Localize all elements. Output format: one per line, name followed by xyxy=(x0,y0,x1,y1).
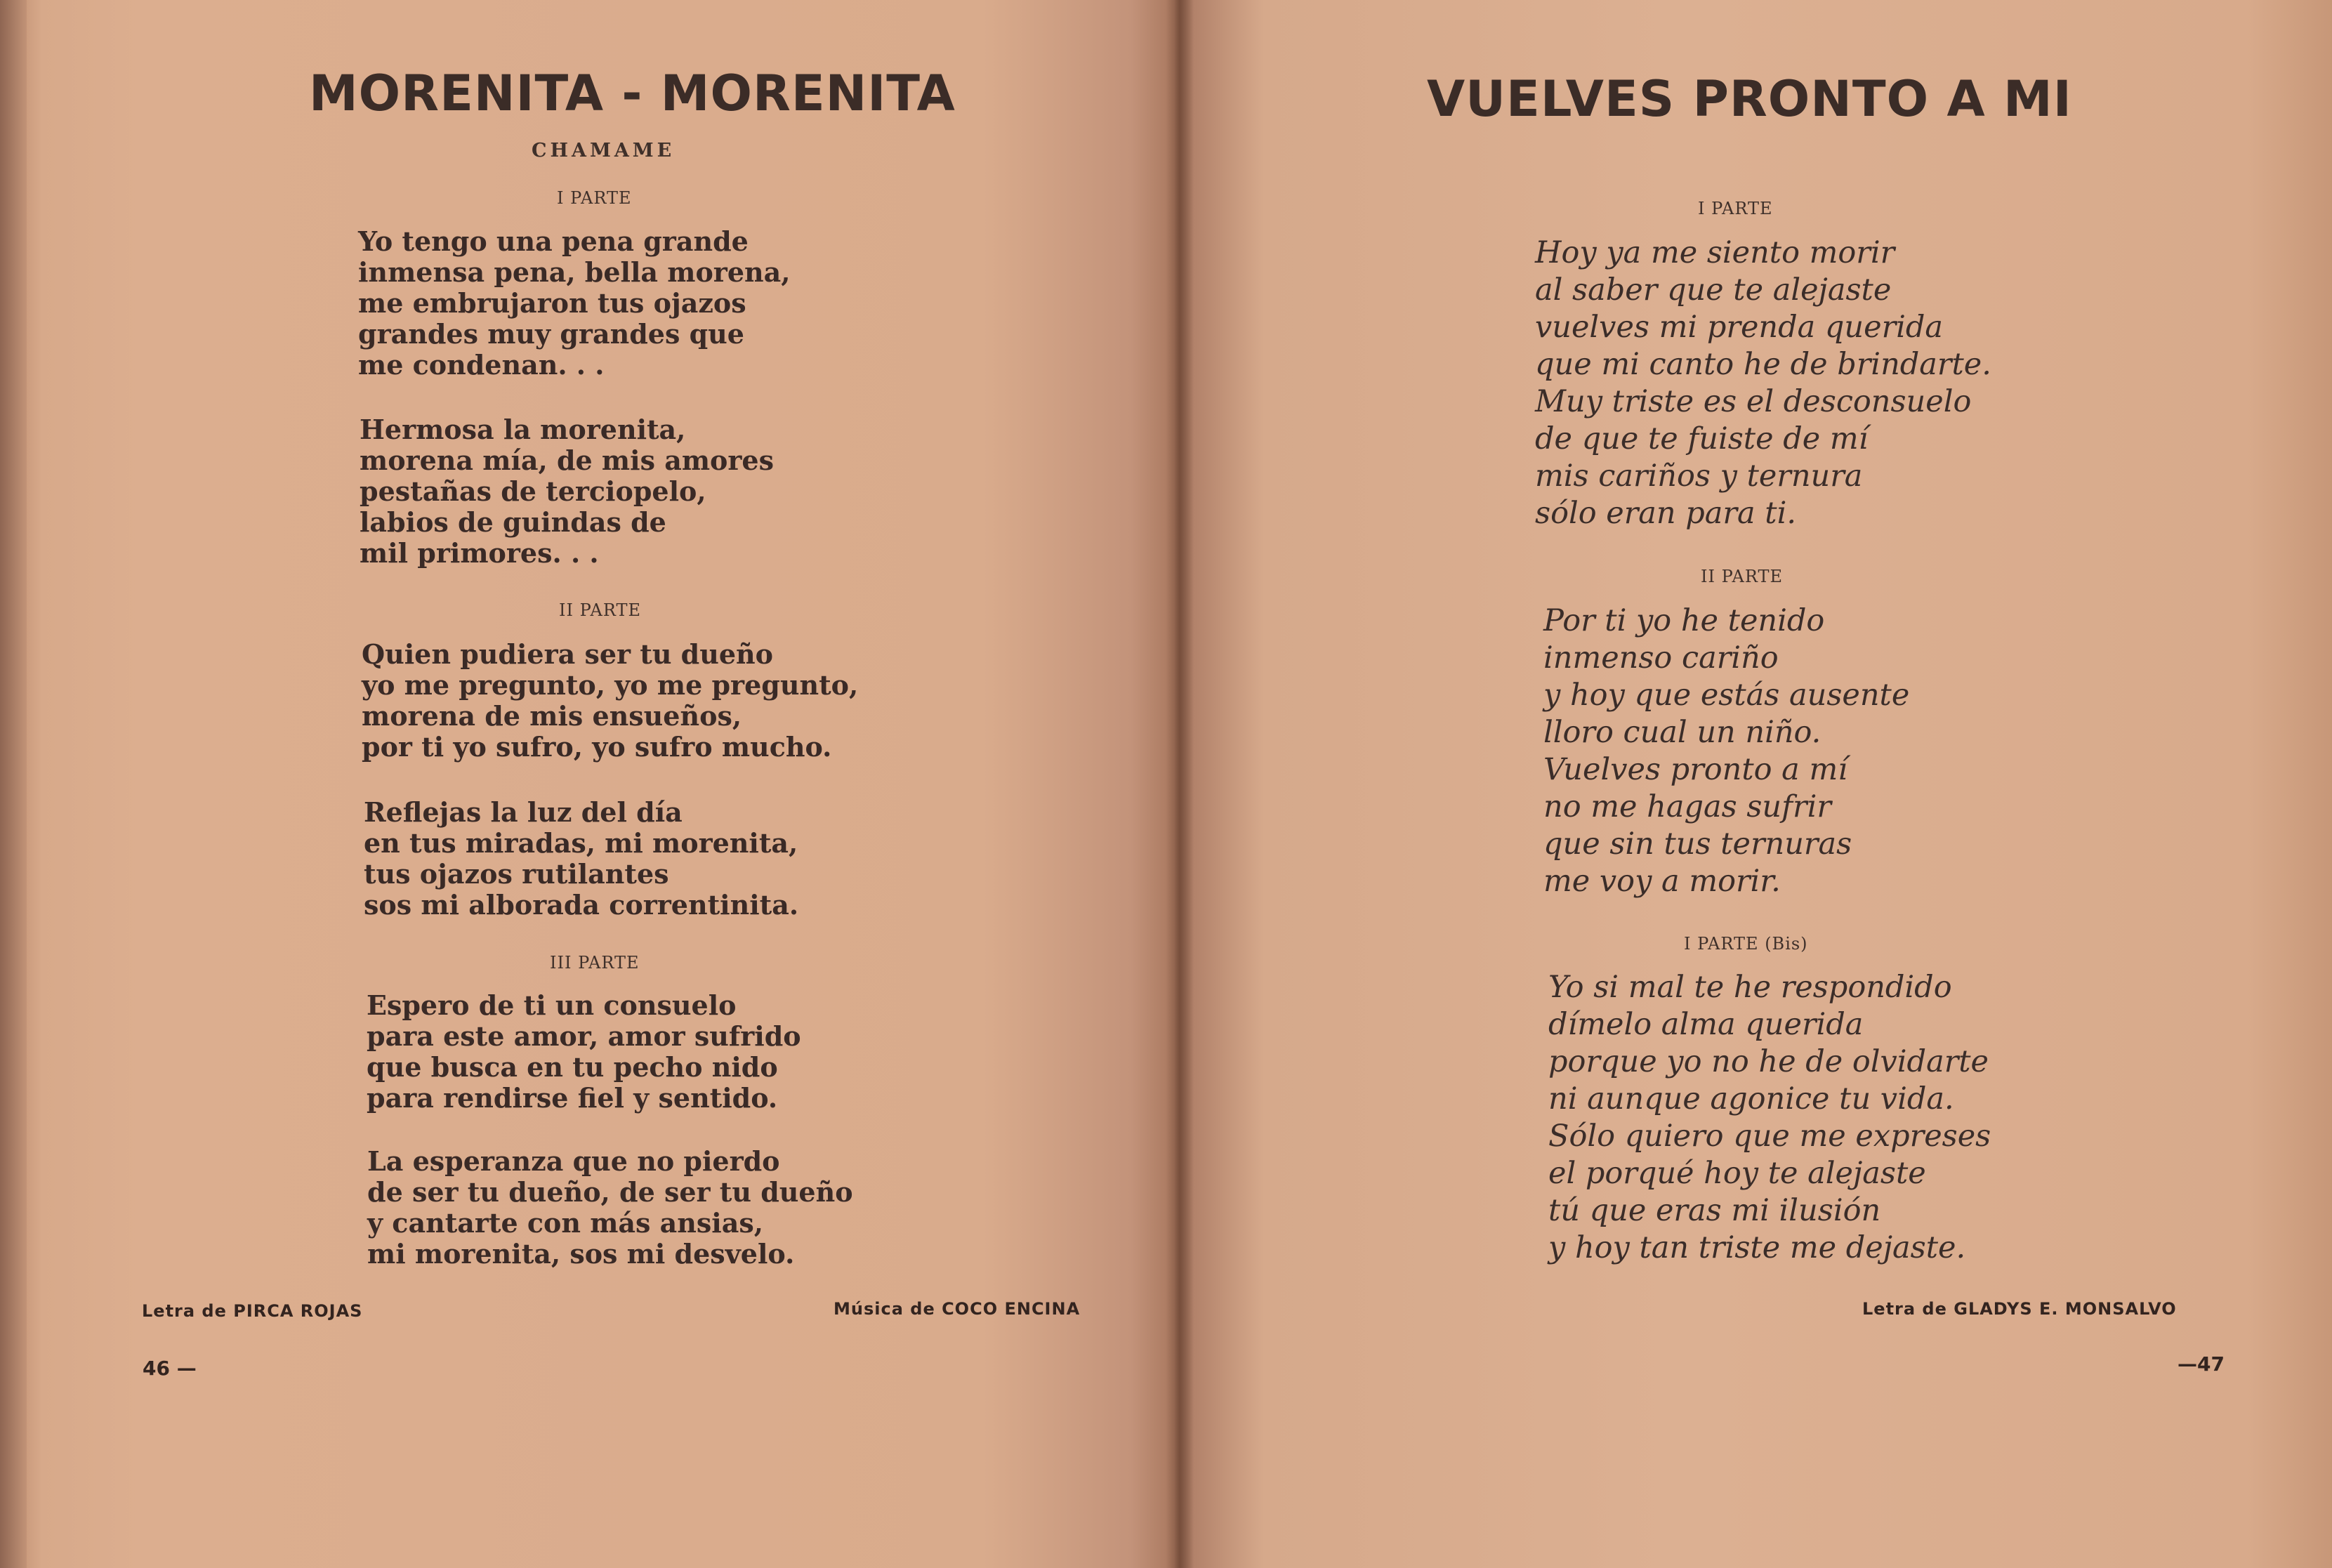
verse-line: tú que eras mi ilusión xyxy=(1548,1193,1881,1228)
verse-line: Hoy ya me siento morir xyxy=(1535,235,1895,270)
verse-line: para este amor, amor sufrido xyxy=(367,1020,801,1052)
verse-line: Muy triste es el desconsuelo xyxy=(1535,384,1972,419)
verse-line: y hoy tan triste me dejaste. xyxy=(1548,1230,1966,1265)
verse-line: para rendirse fiel y sentido. xyxy=(367,1082,778,1114)
verse-line: porque yo no he de olvidarte xyxy=(1548,1044,1989,1079)
verse-line: y cantarte con más ansias, xyxy=(367,1207,763,1239)
verse-line: ni aunque agonice tu vida. xyxy=(1548,1081,1954,1116)
verse-line: Quien pudiera ser tu dueño xyxy=(362,638,774,670)
stanza xyxy=(367,990,801,1114)
section-heading: III PARTE xyxy=(550,953,640,973)
verse-line: tus ojazos rutilantes xyxy=(364,858,669,890)
verse-line: en tus miradas, mi morenita, xyxy=(364,827,798,859)
verse-line: pestañas de terciopelo, xyxy=(360,475,706,507)
stanza xyxy=(362,639,858,763)
stanza xyxy=(367,1146,853,1270)
section-heading: I PARTE (Bis) xyxy=(1684,934,1808,954)
verse-line: el porqué hoy te alejaste xyxy=(1548,1156,1926,1191)
verse-line: Por ti yo he tenido xyxy=(1543,603,1825,638)
verse-line: yo me pregunto, yo me pregunto, xyxy=(362,669,859,701)
verse-line: mi morenita, sos mi desvelo. xyxy=(367,1238,795,1270)
section-heading: I PARTE xyxy=(557,188,632,208)
lyrics-credit: Letra de GLADYS E. MONSALVO xyxy=(1862,1299,2177,1319)
section-heading: I PARTE xyxy=(1698,199,1773,218)
lyrics-credit: Letra de PIRCA ROJAS xyxy=(142,1301,363,1321)
verse-line: grandes muy grandes que xyxy=(358,318,744,350)
right-page xyxy=(1177,0,2332,1568)
verse-line: inmensa pena, bella morena, xyxy=(358,256,791,288)
stanza xyxy=(364,797,798,921)
verse-line: morena mía, de mis amores xyxy=(360,444,774,476)
verse-line: Espero de ti un consuelo xyxy=(367,989,737,1021)
section-heading: II PARTE xyxy=(559,600,642,620)
verse-line: Yo si mal te he respondido xyxy=(1548,970,1952,1005)
right-page-title: VUELVES PRONTO A MI xyxy=(1427,70,2072,128)
verse-line: que sin tus ternuras xyxy=(1543,826,1852,862)
verse-line: me embrujaron tus ojazos xyxy=(358,287,746,319)
verse-line: me voy a morir. xyxy=(1543,864,1781,899)
verse-line: Hermosa la morenita, xyxy=(360,414,686,445)
verse-line: mil primores. . . xyxy=(360,537,599,569)
verse-line: sólo eran para ti. xyxy=(1535,496,1796,531)
verse-line: Reflejas la luz del día xyxy=(364,796,683,828)
stanza xyxy=(1535,235,1991,532)
verse-line: me condenan. . . xyxy=(358,349,605,381)
verse-line: y hoy que estás ausente xyxy=(1543,678,1910,713)
verse-line: labios de guindas de xyxy=(360,506,666,538)
stanza xyxy=(1548,969,1991,1267)
verse-line: Yo tengo una pena grande xyxy=(358,225,749,257)
stanza xyxy=(360,414,774,569)
section-heading: II PARTE xyxy=(1701,567,1784,586)
verse-line: mis cariños y ternura xyxy=(1535,459,1863,494)
verse-line: que busca en tu pecho nido xyxy=(367,1051,778,1083)
verse-line: al saber que te alejaste xyxy=(1535,272,1892,308)
verse-line: de ser tu dueño, de ser tu dueño xyxy=(367,1176,853,1208)
verse-line: vuelves mi prenda querida xyxy=(1535,310,1944,345)
verse-line: lloro cual un niño. xyxy=(1543,715,1822,750)
verse-line: Vuelves pronto a mí xyxy=(1543,752,1848,787)
left-page-title: MORENITA - MORENITA xyxy=(309,65,956,122)
page-number: 46 — xyxy=(143,1357,197,1380)
stanza xyxy=(358,226,790,381)
verse-line: que mi canto he de brindarte. xyxy=(1535,347,1991,382)
verse-line: sos mi alborada correntinita. xyxy=(364,889,799,921)
stanza xyxy=(1543,602,1909,900)
verse-line: Sólo quiero que me expreses xyxy=(1548,1119,1991,1154)
left-page-subtitle: CHAMAME xyxy=(532,140,676,162)
verse-line: morena de mis ensueños, xyxy=(362,700,742,732)
verse-line: de que te fuiste de mí xyxy=(1535,421,1869,456)
verse-line: La esperanza que no pierdo xyxy=(367,1145,780,1177)
verse-line: dímelo alma querida xyxy=(1548,1007,1864,1042)
verse-line: inmenso cariño xyxy=(1543,640,1779,676)
verse-line: no me hagas sufrir xyxy=(1543,789,1831,824)
page-number: —47 xyxy=(2178,1352,2225,1376)
music-credit: Música de COCO ENCINA xyxy=(834,1299,1081,1319)
verse-line: por ti yo sufro, yo sufro mucho. xyxy=(362,731,832,763)
